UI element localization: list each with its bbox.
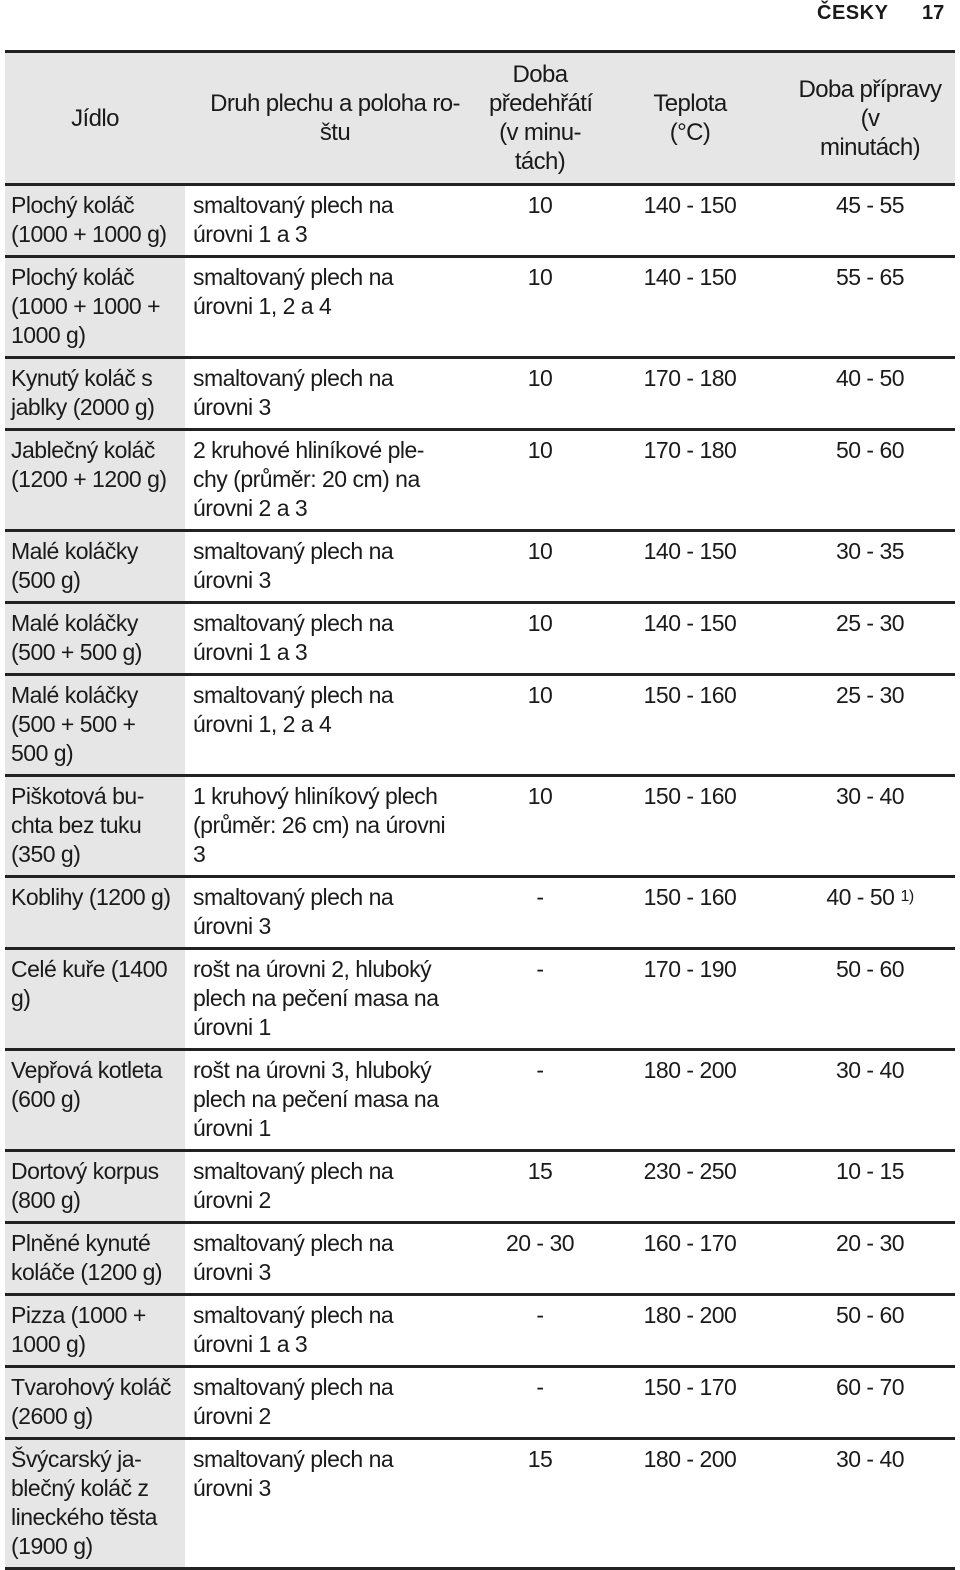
table-row	[5, 358, 955, 430]
temperature-cell	[595, 675, 785, 776]
preheat-time-cell	[485, 1367, 595, 1439]
table-row	[5, 430, 955, 531]
food-cell-text: Malé koláčky (500 g)	[11, 538, 138, 593]
cooking-time-cell	[785, 603, 955, 675]
preheat-time-cell-text: 10	[527, 192, 553, 218]
table-row	[5, 603, 955, 675]
temperature-cell-text: 140 - 150	[643, 538, 737, 564]
tray-position-cell-text: smaltovaný plech na úrovni 3	[193, 538, 394, 593]
table-row	[5, 675, 955, 776]
temperature-cell-text: 170 - 180	[643, 437, 737, 463]
cooking-time-cell	[785, 877, 955, 949]
preheat-time-cell-text: 10	[527, 783, 553, 809]
footnote-marker: 1)	[900, 888, 914, 905]
cooking-time-cell-text: 30 - 35	[835, 538, 905, 564]
preheat-time-cell	[485, 1439, 595, 1569]
col-header-cooking-time: Doba přípravy (v minutách)	[785, 53, 955, 185]
temperature-cell-text: 170 - 180	[643, 365, 737, 391]
food-cell	[5, 1151, 185, 1223]
food-cell	[5, 949, 185, 1050]
tray-position-cell	[185, 877, 485, 949]
preheat-time-cell-text: -	[536, 956, 544, 982]
food-cell-text: Pizza (1000 + 1000 g)	[11, 1302, 146, 1357]
cooking-time-cell-text: 60 - 70	[835, 1374, 905, 1400]
preheat-time-cell	[485, 185, 595, 257]
col-header-food: Jídlo	[5, 53, 185, 185]
food-cell-text: Plochý koláč (1000 + 1000 + 1000 g)	[11, 264, 161, 348]
preheat-time-cell-text: 10	[527, 538, 553, 564]
cooking-time-cell	[785, 776, 955, 877]
temperature-cell-text: 180 - 200	[643, 1302, 737, 1328]
temperature-cell-text: 180 - 200	[643, 1446, 737, 1472]
cooking-time-cell-text: 30 - 40	[835, 1446, 905, 1472]
cooking-time-cell	[785, 675, 955, 776]
page-header	[0, 0, 960, 30]
food-cell	[5, 877, 185, 949]
food-cell	[5, 185, 185, 257]
cooking-time-cell-text: 40 - 50	[835, 365, 905, 391]
table-row	[5, 877, 955, 949]
tray-position-cell-text: 1 kruhový hliníkový plech (průměr: 26 cm) na úrovni 3	[193, 783, 446, 867]
preheat-time-cell	[485, 776, 595, 877]
col-header-tray: Druh plechu a poloha ro- štu	[185, 53, 485, 185]
cooking-time-cell	[785, 185, 955, 257]
food-cell	[5, 603, 185, 675]
tray-position-cell	[185, 1439, 485, 1569]
temperature-cell	[595, 1223, 785, 1295]
table-row	[5, 776, 955, 877]
food-cell-text: Plochý koláč (1000 + 1000 g)	[11, 192, 167, 247]
cooking-time-cell	[785, 1439, 955, 1569]
preheat-time-cell-text: 15	[527, 1158, 553, 1184]
temperature-cell-text: 150 - 160	[643, 682, 737, 708]
temperature-cell-text: 230 - 250	[643, 1158, 737, 1184]
temperature-cell-text: 140 - 150	[643, 264, 737, 290]
preheat-time-cell	[485, 1223, 595, 1295]
food-cell-text: Švýcarský ja- blečný koláč z lineckého těsta (1900 g)	[11, 1446, 157, 1559]
language-label: ČESKY	[817, 2, 889, 24]
tray-position-cell-text: smaltovaný plech na úrovni 1 a 3	[193, 192, 394, 247]
baking-table-container	[5, 50, 955, 1570]
cooking-time-cell	[785, 257, 955, 358]
tray-position-cell-text: 2 kruhové hliníkové ple- chy (průměr: 20 cm) na úrovni 2 a 3	[193, 437, 424, 521]
table-row	[5, 1367, 955, 1439]
food-cell	[5, 1367, 185, 1439]
baking-table	[5, 53, 955, 1570]
temperature-cell	[595, 1439, 785, 1569]
preheat-time-cell	[485, 531, 595, 603]
preheat-time-cell	[485, 257, 595, 358]
cooking-time-cell-text: 50 - 60	[835, 437, 905, 463]
food-cell-text: Kynutý koláč s jablky (2000 g)	[11, 365, 155, 420]
temperature-cell-text: 150 - 160	[643, 884, 737, 910]
food-cell-text: Koblihy (1200 g)	[11, 884, 171, 910]
food-cell	[5, 1439, 185, 1569]
food-cell	[5, 1295, 185, 1367]
tray-position-cell-text: smaltovaný plech na úrovni 3	[193, 1230, 394, 1285]
temperature-cell	[595, 1367, 785, 1439]
cooking-time-cell	[785, 531, 955, 603]
food-cell	[5, 776, 185, 877]
tray-position-cell-text: smaltovaný plech na úrovni 3	[193, 1446, 394, 1501]
temperature-cell	[595, 776, 785, 877]
tray-position-cell	[185, 603, 485, 675]
preheat-time-cell	[485, 877, 595, 949]
cooking-time-cell-text: 30 - 40	[835, 1057, 905, 1083]
temperature-cell	[595, 1050, 785, 1151]
food-cell-text: Malé koláčky (500 + 500 g)	[11, 610, 142, 665]
cooking-time-cell	[785, 949, 955, 1050]
preheat-time-cell	[485, 1050, 595, 1151]
food-cell-text: Tvarohový koláč (2600 g)	[11, 1374, 171, 1429]
tray-position-cell	[185, 531, 485, 603]
temperature-cell	[595, 877, 785, 949]
preheat-time-cell-text: 15	[527, 1446, 553, 1472]
tray-position-cell-text: rošt na úrovni 2, hluboký plech na pečení masa na úrovni 1	[193, 956, 439, 1040]
cooking-time-cell-text: 30 - 40	[835, 783, 905, 809]
food-cell-text: Dortový korpus (800 g)	[11, 1158, 159, 1213]
food-cell-text: Celé kuře (1400 g)	[11, 956, 168, 1011]
food-cell	[5, 675, 185, 776]
cooking-time-cell-text: 25 - 30	[835, 682, 905, 708]
tray-position-cell-text: smaltovaný plech na úrovni 1 a 3	[193, 1302, 394, 1357]
tray-position-cell	[185, 1295, 485, 1367]
food-cell	[5, 531, 185, 603]
col-header-preheat: Doba předehřátí (v minu- tách)	[485, 53, 595, 185]
page-number: 17	[922, 2, 945, 24]
cooking-time-cell-text: 10 - 15	[835, 1158, 905, 1184]
tray-position-cell	[185, 257, 485, 358]
temperature-cell	[595, 257, 785, 358]
preheat-time-cell	[485, 1151, 595, 1223]
table-row	[5, 1050, 955, 1151]
food-cell	[5, 358, 185, 430]
cooking-time-cell-text: 55 - 65	[835, 264, 905, 290]
tray-position-cell	[185, 776, 485, 877]
tray-position-cell	[185, 1223, 485, 1295]
preheat-time-cell-text: -	[536, 1057, 544, 1083]
temperature-cell	[595, 430, 785, 531]
preheat-time-cell	[485, 1295, 595, 1367]
preheat-time-cell	[485, 675, 595, 776]
temperature-cell	[595, 949, 785, 1050]
tray-position-cell	[185, 1151, 485, 1223]
temperature-cell-text: 180 - 200	[643, 1057, 737, 1083]
tray-position-cell-text: smaltovaný plech na úrovni 1, 2 a 4	[193, 264, 394, 319]
tray-position-cell	[185, 1050, 485, 1151]
cooking-time-cell	[785, 358, 955, 430]
table-body	[5, 185, 955, 1569]
temperature-cell-text: 150 - 170	[643, 1374, 737, 1400]
cooking-time-cell	[785, 1151, 955, 1223]
cooking-time-cell	[785, 430, 955, 531]
preheat-time-cell	[485, 949, 595, 1050]
food-cell-text: Jablečný koláč (1200 + 1200 g)	[11, 437, 167, 492]
preheat-time-cell	[485, 603, 595, 675]
table-row	[5, 257, 955, 358]
tray-position-cell	[185, 1367, 485, 1439]
cooking-time-cell-text: 40 - 50	[826, 884, 895, 910]
table-row	[5, 531, 955, 603]
tray-position-cell-text: smaltovaný plech na úrovni 1 a 3	[193, 610, 394, 665]
preheat-time-cell-text: -	[536, 1374, 544, 1400]
food-cell-text: Piškotová bu- chta bez tuku (350 g)	[11, 783, 144, 867]
temperature-cell	[595, 1151, 785, 1223]
food-cell-text: Plněné kynuté koláče (1200 g)	[11, 1230, 163, 1285]
temperature-cell-text: 170 - 190	[643, 956, 737, 982]
cooking-time-cell-text: 45 - 55	[835, 192, 905, 218]
table-row	[5, 185, 955, 257]
cooking-time-cell-text: 50 - 60	[835, 1302, 905, 1328]
preheat-time-cell-text: 20 - 30	[505, 1230, 575, 1256]
tray-position-cell-text: smaltovaný plech na úrovni 1, 2 a 4	[193, 682, 394, 737]
temperature-cell	[595, 185, 785, 257]
table-row	[5, 1439, 955, 1569]
food-cell-text: Vepřová kotleta (600 g)	[11, 1057, 163, 1112]
temperature-cell	[595, 1295, 785, 1367]
food-cell	[5, 430, 185, 531]
table-row	[5, 1151, 955, 1223]
preheat-time-cell	[485, 430, 595, 531]
header-row	[5, 53, 955, 185]
food-cell	[5, 1223, 185, 1295]
food-cell	[5, 257, 185, 358]
tray-position-cell	[185, 358, 485, 430]
temperature-cell-text: 150 - 160	[643, 783, 737, 809]
col-header-temperature: Teplota (°C)	[595, 53, 785, 185]
preheat-time-cell-text: 10	[527, 437, 553, 463]
preheat-time-cell-text: 10	[527, 610, 553, 636]
tray-position-cell-text: smaltovaný plech na úrovni 2	[193, 1374, 394, 1429]
cooking-time-cell	[785, 1367, 955, 1439]
tray-position-cell	[185, 430, 485, 531]
temperature-cell-text: 160 - 170	[643, 1230, 737, 1256]
table-row	[5, 1295, 955, 1367]
cooking-time-cell-text: 25 - 30	[835, 610, 905, 636]
tray-position-cell	[185, 185, 485, 257]
table-header	[5, 53, 955, 185]
cooking-time-cell-text: 50 - 60	[835, 956, 905, 982]
preheat-time-cell-text: 10	[527, 365, 553, 391]
temperature-cell-text: 140 - 150	[643, 610, 737, 636]
tray-position-cell-text: rošt na úrovni 3, hluboký plech na pečení masa na úrovni 1	[193, 1057, 439, 1141]
cooking-time-cell	[785, 1050, 955, 1151]
temperature-cell	[595, 531, 785, 603]
preheat-time-cell-text: -	[536, 1302, 544, 1328]
cooking-time-cell-text: 20 - 30	[835, 1230, 905, 1256]
temperature-cell	[595, 603, 785, 675]
temperature-cell-text: 140 - 150	[643, 192, 737, 218]
cooking-time-cell	[785, 1223, 955, 1295]
tray-position-cell-text: smaltovaný plech na úrovni 3	[193, 365, 394, 420]
tray-position-cell-text: smaltovaný plech na úrovni 2	[193, 1158, 394, 1213]
food-cell-text: Malé koláčky (500 + 500 + 500 g)	[11, 682, 138, 766]
preheat-time-cell-text: 10	[527, 264, 553, 290]
tray-position-cell	[185, 675, 485, 776]
food-cell	[5, 1050, 185, 1151]
table-row	[5, 949, 955, 1050]
tray-position-cell	[185, 949, 485, 1050]
temperature-cell	[595, 358, 785, 430]
preheat-time-cell	[485, 358, 595, 430]
tray-position-cell-text: smaltovaný plech na úrovni 3	[193, 884, 394, 939]
cooking-time-cell	[785, 1295, 955, 1367]
preheat-time-cell-text: -	[536, 884, 544, 910]
preheat-time-cell-text: 10	[527, 682, 553, 708]
table-row	[5, 1223, 955, 1295]
